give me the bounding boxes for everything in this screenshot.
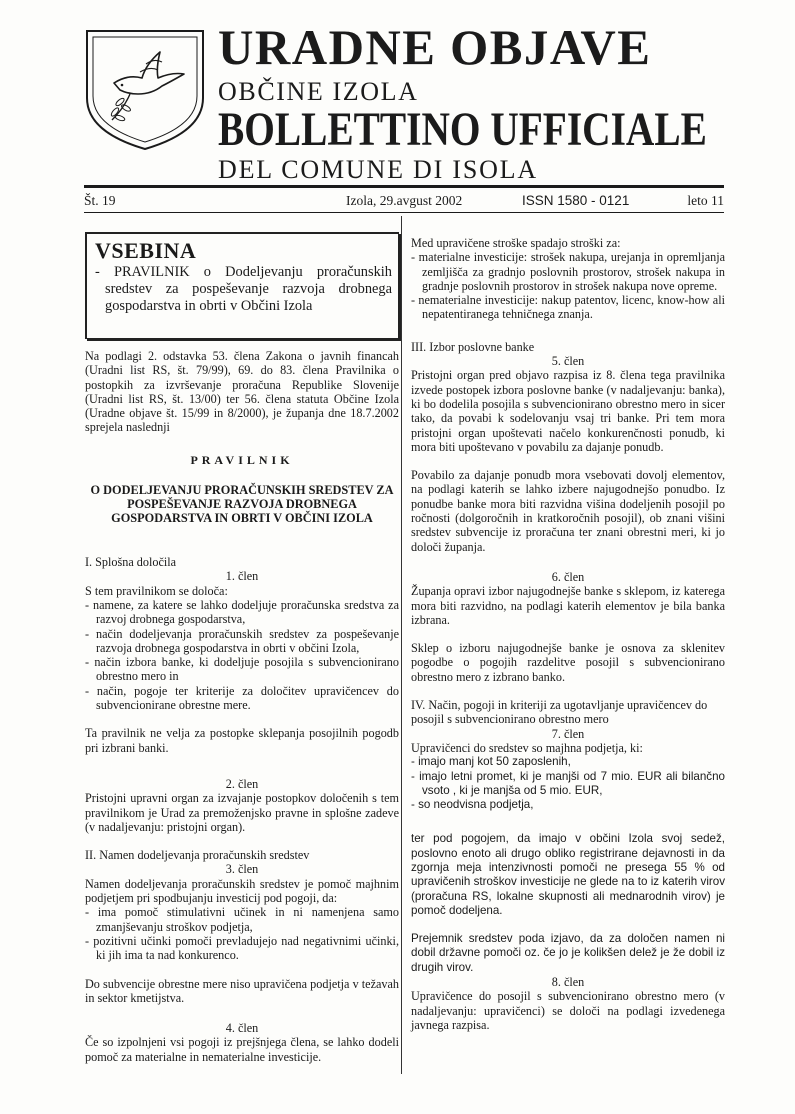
list-item: - način izbora banke, ki dodeljuje posojila s subvencionirano obrestno mero in <box>85 655 399 684</box>
list-item: - so neodvisna podjetja, <box>411 798 534 812</box>
contents-title: VSEBINA <box>95 238 197 263</box>
preamble: Na podlagi 2. odstavka 53. člena Zakona o javnih financah (Uradni list RS, št. 79/99), 69. do 83. člena Pravilnika o postopkih za izvrševanje proračuna Republike Slovenije (Uradni list RS, št. 13/00) ter 56. člena statuta Občine Izola (Uradne objave št. 15/99 in 8/2000), je županja dne 18.7.2002 sprejela naslednji <box>85 349 399 435</box>
article-paragraph: Sklep o izboru najugodnejše banke je osnova za sklenitev pogodbe o pogojih razdelitve posojil s subvencionirano obrestno mero z izbrano banko. <box>411 641 725 684</box>
list-item: - pozitivni učinki pomoči prevladujejo nad negativnimi učinki, ki jih ima ta nad konkurenco. <box>85 933 399 963</box>
list-item: - nematerialne investicije: nakup patentov, licenc, know-how ali nepatentiranega tehničnega znanja. <box>411 293 725 322</box>
issue-issn: ISSN 1580 - 0121 <box>522 193 630 208</box>
masthead-rule <box>84 185 724 188</box>
article-paragraph: Pristojni upravni organ za izvajanje postopkov določenih s tem pravilnikom je Urad za premoženjsko pravne in splošne zadeve (v nadaljevanju: pristojni organ). <box>85 791 399 834</box>
list-item: - imajo manj kot 50 zaposlenih, <box>411 755 571 769</box>
article-intro: Upravičenci do sredstev so majhna podjetja, ki: <box>411 740 643 755</box>
document-title: O DODELJEVANJU PRORAČUNSKIH SREDSTEV ZA POSPEŠEVANJE RAZVOJA DROBNEGA GOSPODARSTVA IN OBRTI V OBČINI IZOLA <box>90 483 394 526</box>
issue-rule <box>84 212 724 213</box>
article-label: 5. člen <box>551 354 585 369</box>
section-heading: IV. Način, pogoji in kriteriji za ugotavljanje upravičencev do posojil s subvencionirano obrestno mero <box>411 698 708 727</box>
list-item: - materialne investicije: strošek nakupa, urejanja in opremljanja zemljišča za gradnjo poslovnih prostorov, strošek nakupa in gradnje poslovnih prostorov in strošek nakupa nove opreme. <box>411 250 725 293</box>
article-label: 4. člen <box>225 1021 259 1036</box>
article-paragraph: Prejemnik sredstev poda izjavo, da za določen namen ni dobil državne pomoči oz. če jo je kolikšen delež je že dobil iz drugih virov. <box>411 932 725 974</box>
section-heading: III. Izbor poslovne banke <box>411 339 535 354</box>
right-column <box>411 236 725 1032</box>
article-paragraph: Do subvencije obrestne mere niso upravičena podjetja v težavah in sektor kmetijstva. <box>85 976 399 1005</box>
article-list <box>411 755 725 812</box>
masthead-title-italian: BOLLETTINO UFFICIALE <box>218 103 707 156</box>
contents-box <box>85 232 399 339</box>
section-heading: II. Namen dodeljevanja proračunskih sredstev <box>85 848 310 863</box>
masthead-title-slovene: URADNE OBJAVE <box>218 19 652 75</box>
list-item: - imajo letni promet, ki je manjši od 7 mio. EUR ali bilančno vsoto , ki je manjša od 5 mio. EUR, <box>411 769 725 797</box>
section-heading: I. Splošna določila <box>85 555 177 570</box>
document-type: PRAVILNIK <box>190 452 294 467</box>
article-list <box>85 905 399 962</box>
article-label: 7. člen <box>551 726 585 741</box>
column-divider <box>401 216 402 1074</box>
article-label: 8. člen <box>551 975 585 990</box>
issue-year: leto 11 <box>687 193 724 208</box>
municipal-crest-icon <box>84 28 206 152</box>
list-item: - način dodeljevanja proračunskih sredstev za pospeševanje razvoja drobnega gospodarstva in obrti v občini Izola, <box>85 626 399 655</box>
article-label: 1. člen <box>225 569 259 584</box>
list-item: - ima pomoč stimulativni učinek in ni namenjena samo zmanjševanju stroškov podjetja, <box>85 905 399 934</box>
list-item: - način, pogoje ter kriterije za določitev upravičencev do subvencionirane obrestne mere. <box>85 683 399 713</box>
left-column <box>85 232 399 1064</box>
article-intro: Namen dodeljevanja proračunskih sredstev je pomoč majhnim podjetjem pri spodbujanju investicij pod pogoji, da: <box>85 876 399 906</box>
article-paragraph: Ta pravilnik ne velja za postopke sklepanja posojilnih pogodb pri izbrani banki. <box>85 726 399 755</box>
article-label: 3. člen <box>225 862 259 877</box>
article-paragraph: Pristojni organ pred objavo razpisa iz 8. člena tega pravilnika izvede postopek izbora poslovne banke (v nadaljevanju: banka), ki bo dodelila posojila s subvencionirano obrestno mero in sicer tako, da povabi k sodelovanju vsaj tri banke. Pri tem mora pristojni organ upoštevati načelo konkurenčnosti ponudb, ki mora biti upoštevano v povabilu za dajanje ponudb. <box>411 368 725 454</box>
article-intro: Med upravičene stroške spadajo stroški za: <box>411 236 621 250</box>
article-paragraph: Povabilo za dajanje ponudb mora vsebovati dovolj elementov, na podlagi katerih se lahko izbere najugodnejšo ponudbo. Iz ponudbe banke mora biti razvidna višina dodeljenih posojil po ročnosti (dolgoročnih in kratkoročnih posojil), ob znani višini sredstev subvencije iz proračuna ter znani obrestni meri, ki jo določi županja. <box>411 468 725 554</box>
article-paragraph: Upravičence do posojil s subvencionirano obrestno mero (v nadaljevanju: upravičenci) se določi na podlagi izvedenega javnega razpisa. <box>411 989 725 1032</box>
issue-number: Št. 19 <box>84 193 116 208</box>
article-label: 2. člen <box>225 776 259 791</box>
article-paragraph: ter pod pogojem, da imajo v občini Izola svoj sedež, poslovno enoto ali drugo obliko registrirane dejavnosti in da zgornja meja intenzivnosti pomoči ne presega 55 % od upravičenih stroškov investicije ne glede na to iz katerih virov (proračuna RS, lokalne skupnosti ali mednarodnih virov) je pomoč dodeljena. <box>411 832 725 917</box>
list-item: - namene, za katere se lahko dodeljuje proračunska sredstva za razvoj drobnega gospodarstva, <box>85 597 399 627</box>
article-paragraph: Županja opravi izbor najugodnejše banke s sklepom, iz katerega mora biti razvidno, na podlagi katerih elementov je bila banka izbrana. <box>411 584 725 627</box>
article-list <box>85 598 399 712</box>
article-label: 6. člen <box>551 569 585 584</box>
issue-info-row <box>84 192 724 210</box>
masthead-subtitle-italian: DEL COMUNE DI ISOLA <box>218 155 538 184</box>
article-paragraph: Če so izpolnjeni vsi pogoji iz prejšnjega člena, se lahko dodeli pomoč za materialne in nematerialne investicije. <box>85 1035 399 1064</box>
article-intro: S tem pravilnikom se določa: <box>85 583 228 598</box>
issue-date: Izola, 29.avgust 2002 <box>346 193 463 208</box>
article-list <box>411 250 725 321</box>
masthead-subtitle-slovene: OBČINE IZOLA <box>218 77 419 106</box>
contents-item: - PRAVILNIK o Dodeljevanju proračunskih sredstev za pospeševanje razvoja drobnega gospodarstva in obrti v Občini Izola <box>95 264 392 314</box>
